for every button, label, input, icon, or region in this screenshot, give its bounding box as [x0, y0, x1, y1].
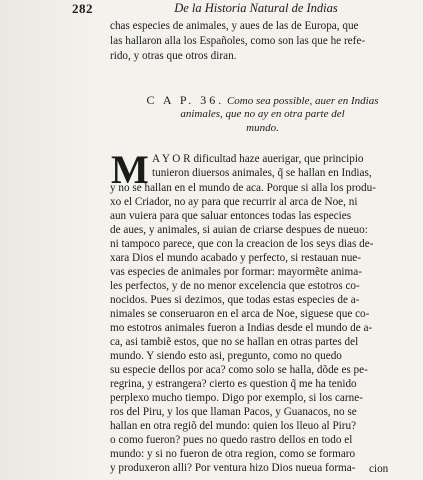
intro-line: las hallaron alla los Españoles, como son las que he refe-: [110, 35, 366, 47]
chapter-title-line-3: mundo.: [246, 122, 279, 134]
body-line: ca, asi tambiẽ estos, que no se hallan en otras partes del: [110, 336, 359, 348]
body-line: su especie dellos por aca? como solo se halla, dõde es pe-: [110, 364, 368, 376]
body-line: hallan en otra regiõ del mundo: quien los lleuo al Piru?: [110, 420, 357, 432]
body-line: perplexo mucho tiempo. Digo por exemplo, si los carne-: [110, 392, 363, 404]
body-line: de aues, y animales, si auian de criarse despues de nueuo:: [110, 224, 368, 236]
body-line: A Y O R dificultad haze auerigar, que principio: [152, 153, 364, 165]
body-line: tunieron diuersos animales, q̃ se hallan en Indias,: [152, 167, 372, 179]
page-number: 282: [72, 1, 93, 16]
body-line: nocidos. Pues si dezimos, que todas estas especies de a-: [110, 294, 360, 306]
body-line: mo estotros animales fueron a Indias desde el mundo de a-: [110, 322, 373, 334]
running-head: [72, 1, 412, 19]
body-line: aun vuiera para que saluar entonces todas las especies: [110, 210, 352, 222]
body-line: xara Dios el mundo acabado y perfecto, si restauan nue-: [110, 252, 361, 264]
body-line: y produxeron alli? Por ventura hizo Dios nueua forma-: [110, 462, 356, 474]
body-line: regrina, y estrangera? cierto es question q̃ me ha tenido: [110, 378, 357, 390]
drop-cap-initial: M: [111, 147, 149, 192]
intro-line: rido, y otras que otros diran.: [110, 50, 237, 62]
chapter-label: C A P. 36.: [146, 93, 225, 107]
body-line: mundo: y si no fueron de otra region, como se formaro: [110, 448, 356, 460]
intro-line: chas especies de animales, y aues de las de Europa, que: [110, 20, 359, 32]
body-line: y no se hallan en el mundo de aca. Porque si alla los produ-: [110, 182, 376, 194]
body-line: ros del Piru, y los que llaman Pacos, y Guanacos, no se: [110, 406, 357, 418]
body-line: ni tampoco parece, que con la creacion de los seys dias de-: [110, 238, 374, 250]
body-line: mundo. Y siendo esto asi, pregunto, como no quedo: [110, 350, 342, 362]
body-line: o como fueron? pues no quedo rastro dellos en todo el: [110, 434, 353, 446]
body-line: vas especies de animales por formar: mayormẽte anima-: [110, 266, 362, 278]
chapter-title-line-2: animales, que no ay en otra parte del: [180, 108, 345, 120]
page-gutter-shadow: [0, 0, 100, 480]
body-line: les perfectos, y de no menor excelencia que estotros co-: [110, 280, 360, 292]
chapter-title-line-1: Como sea possible, auer en Indias: [226, 95, 379, 107]
running-title: De la Historia Natural de Indias: [174, 1, 338, 15]
catchword: cion: [369, 463, 389, 475]
body-line: nimales se conseruaron en el arca de Noe, siguese que co-: [110, 308, 370, 320]
body-line: xo el Criador, no ay para que recurrir al arca de Noe, ni: [110, 196, 358, 208]
chapter-heading-line-1: [110, 93, 415, 108]
